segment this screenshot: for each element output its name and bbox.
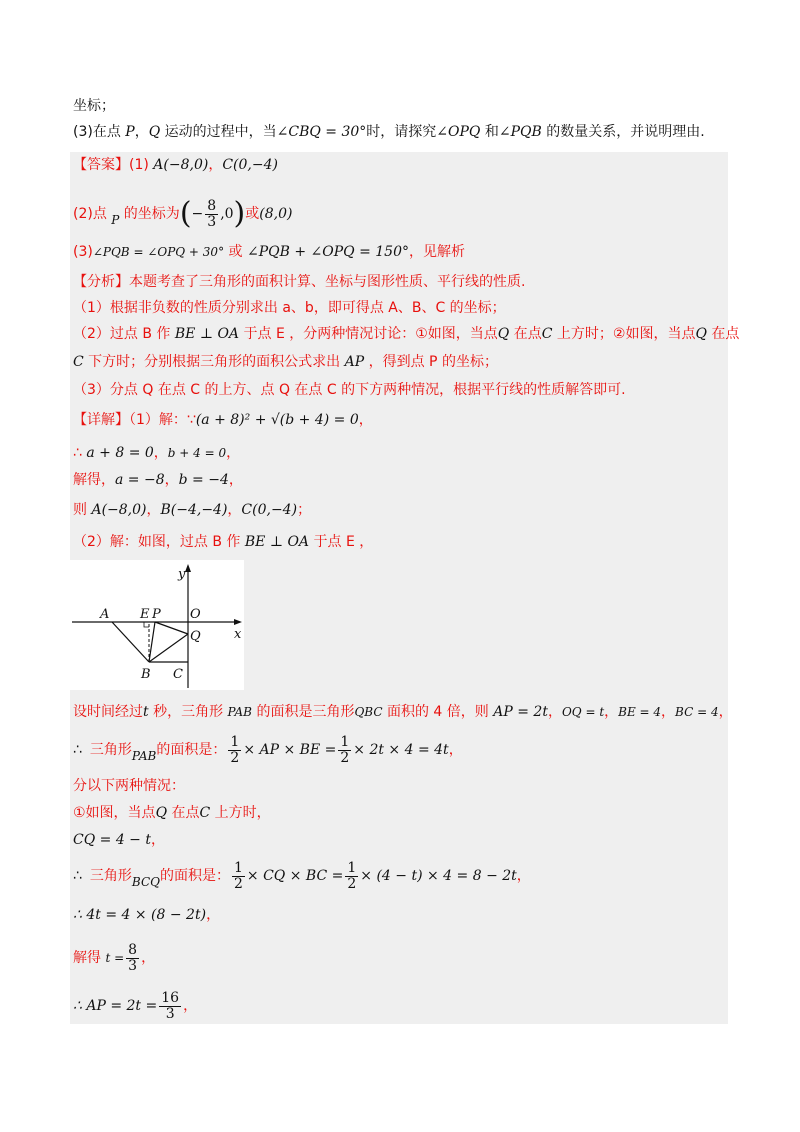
text-span: (1) (129, 157, 154, 173)
math-span: t = (105, 951, 125, 965)
label-x: x (234, 627, 242, 642)
text-span: ， (358, 412, 373, 428)
math-span: Q (148, 124, 161, 140)
math-span: a + 8 = 0 (86, 445, 154, 461)
text-span: (3) (73, 244, 93, 260)
text-span: ， (183, 998, 198, 1014)
analysis-2-cont (73, 352, 498, 372)
fraction-numerator: 1 (340, 733, 350, 750)
fraction-denominator: 2 (233, 875, 243, 892)
math-span: AP (344, 354, 365, 370)
text-span: (2)点 (73, 206, 112, 222)
solution-7 (73, 905, 220, 925)
segment-PQ (155, 622, 188, 634)
solution-9 (73, 988, 197, 1024)
fraction-half (345, 861, 358, 892)
text-span: 的面积是： (159, 868, 230, 884)
answer-1 (73, 155, 278, 175)
coordinate-diagram (70, 560, 244, 690)
math-span: − (191, 206, 204, 222)
text-span: 于点 E ，分两种情况讨论：①如图，当点 (239, 326, 498, 342)
fraction-numerator: 8 (207, 197, 217, 214)
text-span: 设时间经过 (73, 704, 143, 720)
detail-3 (73, 470, 243, 490)
text-span: 上方时；②如图，当点 (552, 326, 696, 342)
fraction-numerator: 1 (233, 859, 243, 876)
label-y: y (178, 567, 186, 582)
text-span: 在点 (167, 805, 200, 821)
math-span: BE = 4 (618, 705, 662, 719)
text-span: 在点 (509, 326, 542, 342)
math-span: × 2t × 4 = 4t (353, 742, 449, 758)
math-span: ∴ 4t = 4 × (8 − 2t) (73, 907, 207, 923)
solution-3 (73, 776, 185, 796)
fraction (126, 943, 139, 974)
math-span: BE ⊥ OA (244, 534, 310, 550)
math-span: Q (155, 805, 168, 821)
text-span: 分以下两种情况： (73, 778, 185, 794)
detail-4 (73, 500, 311, 520)
text-span: ， (228, 472, 243, 488)
analysis-3 (73, 380, 626, 400)
segment-BQ (149, 634, 188, 662)
fraction-half (232, 861, 245, 892)
math-span: PAB (227, 705, 253, 719)
right-angle-mark (144, 622, 149, 627)
math-span: ∠CBQ = 30° (276, 124, 367, 140)
math-span: P (125, 124, 135, 140)
math-span: AP = 2t (493, 704, 548, 720)
text-span: ①如图，当点 (73, 805, 156, 821)
math-span: × AP × BE = (243, 742, 337, 758)
math-span: (a + 8)² + √(b + 4) = 0 (195, 412, 359, 428)
text-span: 和 (480, 124, 499, 140)
math-span: A(−8,0) (153, 157, 209, 173)
text-span: ∴ (73, 868, 82, 884)
math-span: b + 4 = 0 (167, 446, 227, 460)
text-span: ，见解析 (409, 244, 465, 260)
text-span: 则 (73, 502, 92, 518)
solution-8 (73, 940, 155, 976)
math-span: t (143, 704, 149, 720)
text-span: ，得到点 P 的坐标； (364, 354, 498, 370)
analysis-2 (73, 324, 739, 344)
text-span: ∴ (73, 742, 82, 758)
text-span: ， (206, 907, 221, 923)
math-span: B(−4,−4) (160, 502, 228, 518)
fraction-half (338, 735, 351, 766)
text-span: 上方时， (210, 805, 271, 821)
math-span: ∠PQB (498, 124, 542, 140)
text-span: 下方时；分别根据三角形的面积公式求出 (83, 354, 345, 370)
text-span: ， (164, 472, 179, 488)
fraction-numerator: 1 (347, 859, 357, 876)
analysis-tag: 【分析】 (73, 274, 129, 290)
math-span: C (541, 326, 553, 342)
math-span: ,0 (220, 206, 234, 222)
text-span: ， (604, 704, 619, 720)
math-span: a = −8 (115, 472, 165, 488)
text-span: ， (227, 502, 242, 518)
fraction-denominator: 3 (207, 213, 217, 230)
text-span: 的数量关系，并说明理由. (541, 124, 705, 140)
text-span: ， (547, 704, 562, 720)
analysis-intro (73, 272, 525, 292)
math-span: × (4 − t) × 4 = 8 − 2t (360, 868, 517, 884)
fraction-numerator: 8 (128, 941, 138, 958)
text-span: （1）解：∵ (129, 412, 196, 428)
fraction-numerator: 1 (230, 733, 240, 750)
math-span: BC = 4 (675, 705, 719, 719)
text-span: ， (661, 704, 676, 720)
text-span: 秒，三角形 (148, 704, 228, 720)
fraction-denominator: 3 (128, 957, 138, 974)
text-span: ； (297, 502, 312, 518)
text-span: 面积的 4 倍，则 (382, 704, 494, 720)
math-span: ∠PQB = ∠OPQ + 30° (92, 245, 225, 259)
detail-2 (73, 443, 240, 463)
text-span: ， (208, 157, 223, 173)
label-E: E (140, 607, 150, 622)
text-span: ， (516, 868, 531, 884)
math-span: b = −4 (178, 472, 229, 488)
text-span: （3）分点 Q 在点 C 的上方、点 Q 在点 C 的下方两种情况，根据平行线的性质解答即可. (73, 382, 626, 398)
paren-close: ) (233, 196, 246, 231)
text-span: 三角形 (89, 868, 132, 884)
text-span: ， (153, 445, 168, 461)
fraction-denominator: 3 (165, 1005, 175, 1022)
text-span: ， (226, 445, 241, 461)
text-span: 或 (245, 206, 260, 222)
text-span: 解得， (73, 472, 115, 488)
solution-4 (73, 803, 271, 823)
segment-AB (112, 622, 149, 662)
math-span: ∠OPQ (436, 124, 481, 140)
fraction-denominator: 2 (230, 749, 240, 766)
math-span: C(0,−4) (241, 502, 298, 518)
answer-tag: 【答案】 (73, 157, 129, 173)
fraction-numerator: 16 (161, 989, 180, 1006)
text-span: ， (718, 704, 733, 720)
text-span: （1）根据非负数的性质分别求出 a、b，即可得点 A、B、C 的坐标； (73, 300, 506, 316)
text-span: (3)在点 (73, 124, 126, 140)
text-span: 的面积是： (156, 742, 227, 758)
text-span: 或 (224, 244, 247, 260)
math-span: × CQ × BC = (246, 868, 344, 884)
y-axis-arrow (185, 564, 191, 572)
fraction (159, 991, 181, 1022)
answer-3 (73, 242, 465, 262)
text-span: 的面积是三角形 (252, 704, 355, 720)
solution-6 (73, 858, 531, 894)
text-span: ， (146, 502, 161, 518)
text-span: 三角形 (89, 742, 132, 758)
fraction-denominator: 2 (347, 875, 357, 892)
fraction (205, 199, 218, 230)
fraction-half (228, 735, 241, 766)
detail-tag: 【详解】 (73, 412, 129, 428)
math-span: OQ = t (561, 705, 605, 719)
text-span: 本题考查了三角形的面积计算、坐标与图形性质、平行线的性质. (129, 274, 526, 290)
math-span: BCQ (131, 875, 160, 889)
math-span: Q (695, 326, 707, 342)
text-span: 解得 (73, 950, 106, 966)
question-continuation (73, 96, 115, 116)
text-span: 坐标； (73, 98, 115, 114)
math-span: ∠PQB + ∠OPQ = 150° (246, 244, 409, 260)
detail-5 (73, 532, 373, 552)
analysis-1 (73, 298, 506, 318)
label-O: O (190, 607, 201, 622)
math-span: ∴ AP = 2t = (73, 998, 158, 1014)
math-span: P (111, 213, 120, 227)
text-span: ∴ (73, 445, 87, 461)
solution-5 (73, 830, 165, 850)
text-span: 于点 E ， (309, 534, 374, 550)
label-P: P (152, 607, 161, 622)
math-span: BE ⊥ OA (174, 326, 240, 342)
math-span: PAB (131, 749, 157, 763)
text-span: ， (141, 950, 156, 966)
text-span: 的坐标为 (119, 206, 180, 222)
label-C: C (173, 667, 183, 682)
math-span: C (199, 805, 211, 821)
solution-2 (73, 732, 463, 768)
detail-1 (73, 410, 373, 430)
text-span: 时，请探究 (366, 124, 437, 140)
label-B: B (141, 667, 151, 682)
math-span: C(0,−4) (222, 157, 278, 173)
math-span: A(−8,0) (91, 502, 147, 518)
question-part-3 (73, 122, 705, 142)
paren-open: ( (179, 196, 192, 231)
text-span: （2）过点 B 作 (73, 326, 175, 342)
math-span: C (73, 354, 84, 370)
math-span: (8,0) (259, 206, 293, 222)
math-span: QBC (354, 705, 383, 719)
text-span: ， (134, 124, 149, 140)
solution-1 (73, 702, 733, 722)
math-span: Q (497, 326, 510, 342)
geometry-figure (70, 560, 244, 690)
x-axis-arrow (234, 619, 242, 625)
text-span: 运动的过程中，当 (160, 124, 277, 140)
text-span: （2）解：如图，过点 B 作 (73, 534, 245, 550)
fraction-denominator: 2 (340, 749, 350, 766)
answer-2 (73, 196, 292, 232)
text-span: ， (448, 742, 463, 758)
label-Q: Q (190, 629, 201, 644)
text-span: ， (150, 832, 165, 848)
segment-BP (149, 622, 155, 662)
math-span: CQ = 4 − t (73, 832, 151, 848)
text-span: 在点 (706, 326, 740, 342)
label-A: A (100, 607, 110, 622)
